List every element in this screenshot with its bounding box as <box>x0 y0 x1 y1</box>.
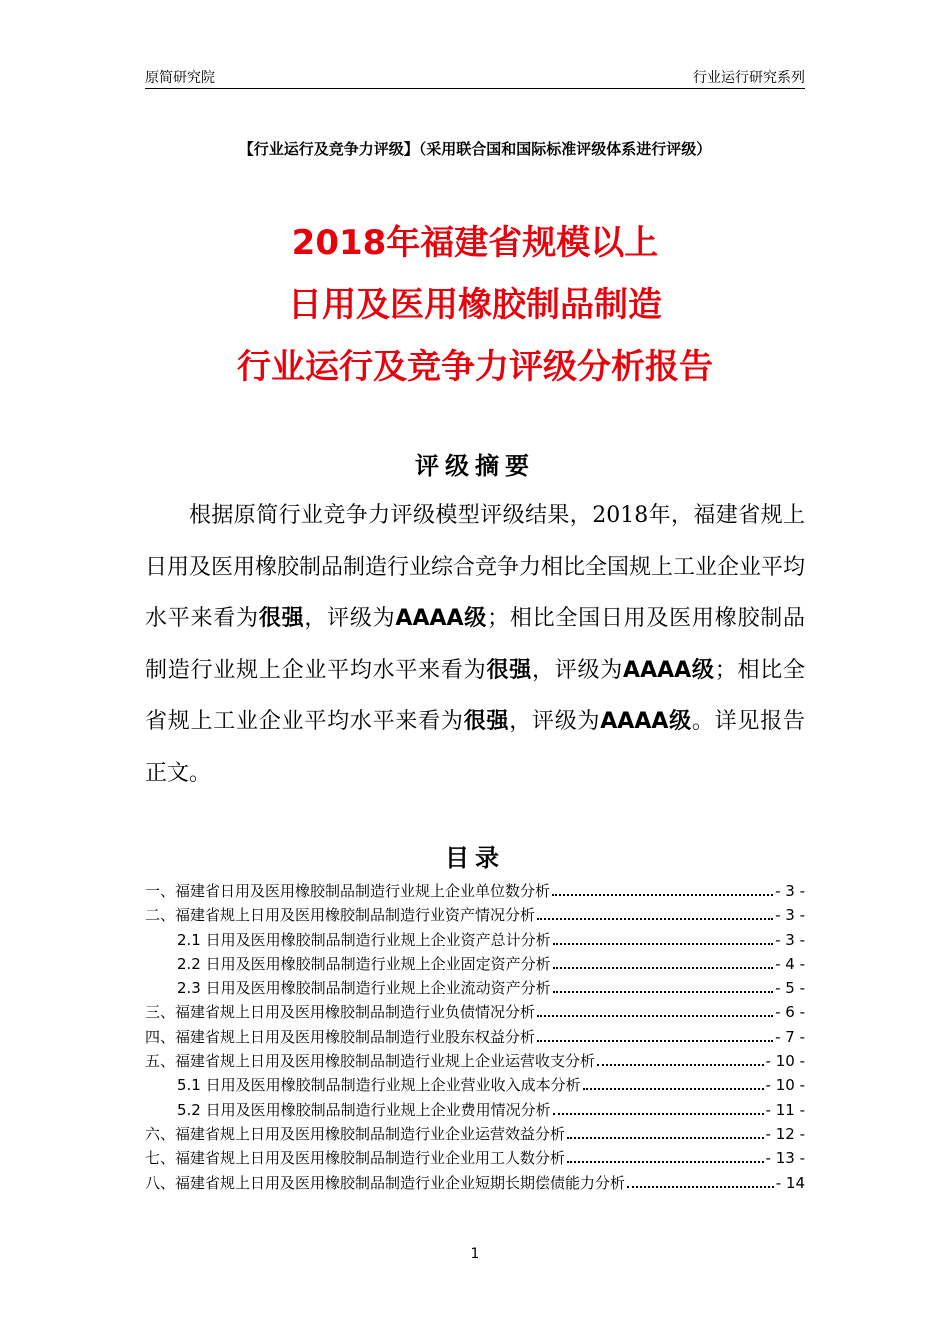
toc-entry-title: 2.2 日用及医用橡胶制品制造行业规上企业固定资产分析 <box>177 954 551 973</box>
toc-entry-title: 2.1 日用及医用橡胶制品制造行业规上企业资产总计分析 <box>177 930 551 949</box>
toc-entry[interactable] <box>145 1026 805 1050</box>
toc-entry-page: - 3 - <box>775 906 805 925</box>
toc-entry-title: 5.2 日用及医用橡胶制品制造行业规上企业费用情况分析 <box>177 1100 551 1119</box>
page-number: 1 <box>470 1246 480 1262</box>
toc-entry-page: - 7 - <box>775 1027 805 1046</box>
summary-text: ；相比全国日用及医用橡胶制品制造行业规上企业平均水平来看为 <box>145 606 805 683</box>
rating-tagline: 【行业运行及竞争力评级】（采用联合国和国际标准评级体系进行评级） <box>238 140 712 158</box>
toc-leader <box>537 1040 773 1042</box>
summary-text: 根据原简行业竞争力评级模型评级结果，2018年，福建省规上日用及医用橡胶制品制造行业综合竞争力相比全国规上工业企业平均水平来看为 <box>145 503 806 631</box>
toc-entry-title: 四、福建省规上日用及医用橡胶制品制造行业股东权益分析 <box>145 1027 536 1046</box>
toc-entry-title: 五、福建省规上日用及医用橡胶制品制造行业规上企业运营收支分析 <box>145 1052 596 1071</box>
summary-heading: 评级摘要 <box>415 452 535 480</box>
header-org: 原简研究院 <box>145 70 215 86</box>
summary-emphasis: 很强 <box>258 606 305 631</box>
toc-entry-title: 一、福建省日用及医用橡胶制品制造行业规上企业单位数分析 <box>145 882 551 900</box>
toc-entry[interactable] <box>145 904 805 928</box>
toc-leader <box>553 943 773 945</box>
summary-text: ，评级为 <box>304 606 396 631</box>
toc-entry[interactable] <box>145 880 805 904</box>
toc-entry[interactable] <box>145 1147 805 1171</box>
toc-entry[interactable] <box>145 977 805 1001</box>
toc-leader <box>553 1113 764 1115</box>
toc-entry-page: - 12 - <box>765 1124 805 1143</box>
toc-leader <box>552 894 773 896</box>
table-of-contents <box>145 880 805 1196</box>
page-header <box>145 64 805 89</box>
toc-entry[interactable] <box>145 929 805 953</box>
toc-entry-page: - 4 - <box>775 954 805 973</box>
toc-heading: 目录 <box>445 844 505 872</box>
toc-leader <box>567 1137 764 1139</box>
title-line: 日用及医用橡胶制品制造 <box>288 285 662 325</box>
toc-entry-title: 三、福建省规上日用及医用橡胶制品制造行业负债情况分析 <box>145 1003 536 1022</box>
toc-entry-title: 二、福建省规上日用及医用橡胶制品制造行业资产情况分析 <box>145 906 536 925</box>
toc-entry-title: 2.3 日用及医用橡胶制品制造行业规上企业流动资产分析 <box>177 979 551 998</box>
summary-text: ，评级为 <box>531 657 624 683</box>
toc-entry-title: 5.1 日用及医用橡胶制品制造行业规上企业营业收入成本分析 <box>177 1076 581 1095</box>
toc-entry-title: 七、福建省规上日用及医用橡胶制品制造行业企业用工人数分析 <box>145 1149 566 1168</box>
toc-entry[interactable] <box>145 1001 805 1025</box>
toc-entry[interactable] <box>145 1172 805 1196</box>
summary-emphasis: 很强 <box>486 657 532 683</box>
summary-text: ；相比全省规上工业企业平均水平来看为 <box>145 657 805 734</box>
summary-text: 。详见报告正文。 <box>145 709 805 786</box>
toc-entry[interactable] <box>145 1050 805 1074</box>
toc-entry[interactable] <box>145 1123 805 1147</box>
toc-entry-page: - 6 - <box>775 1003 805 1022</box>
toc-entry-title: 六、福建省规上日用及医用橡胶制品制造行业企业运营效益分析 <box>145 1124 566 1143</box>
toc-leader <box>537 1015 773 1017</box>
toc-leader <box>537 918 773 920</box>
toc-entry-page: - 14 <box>775 1173 805 1192</box>
toc-leader <box>553 967 773 969</box>
toc-leader <box>553 991 773 993</box>
toc-leader <box>597 1064 764 1066</box>
summary-emphasis: AAAA级 <box>623 657 715 683</box>
toc-entry[interactable] <box>145 1099 805 1123</box>
toc-entry[interactable] <box>145 1074 805 1098</box>
toc-entry[interactable] <box>145 953 805 977</box>
toc-leader <box>627 1186 774 1188</box>
summary-paragraph <box>145 490 805 799</box>
toc-entry-page: - 3 - <box>775 930 805 949</box>
toc-entry-page: - 10 - <box>765 1052 805 1071</box>
toc-entry-page: - 10 - <box>765 1076 805 1095</box>
summary-text: ，评级为 <box>509 709 601 734</box>
summary-emphasis: AAAA级 <box>600 709 692 734</box>
toc-leader <box>583 1088 764 1090</box>
toc-entry-title: 八、福建省规上日用及医用橡胶制品制造行业企业短期长期偿债能力分析 <box>145 1173 626 1192</box>
toc-entry-page: - 3 - <box>775 882 805 900</box>
title-line: 2018年福建省规模以上 <box>291 223 659 263</box>
toc-entry-page: - 13 - <box>765 1149 805 1168</box>
toc-leader <box>567 1161 764 1163</box>
report-title <box>100 212 850 398</box>
toc-entry-page: - 11 - <box>765 1100 805 1119</box>
toc-entry-page: - 5 - <box>775 979 805 998</box>
header-series: 行业运行研究系列 <box>693 70 805 86</box>
summary-emphasis: 很强 <box>463 709 510 734</box>
summary-emphasis: AAAA级 <box>395 606 488 631</box>
title-line: 行业运行及竞争力评级分析报告 <box>237 347 713 387</box>
